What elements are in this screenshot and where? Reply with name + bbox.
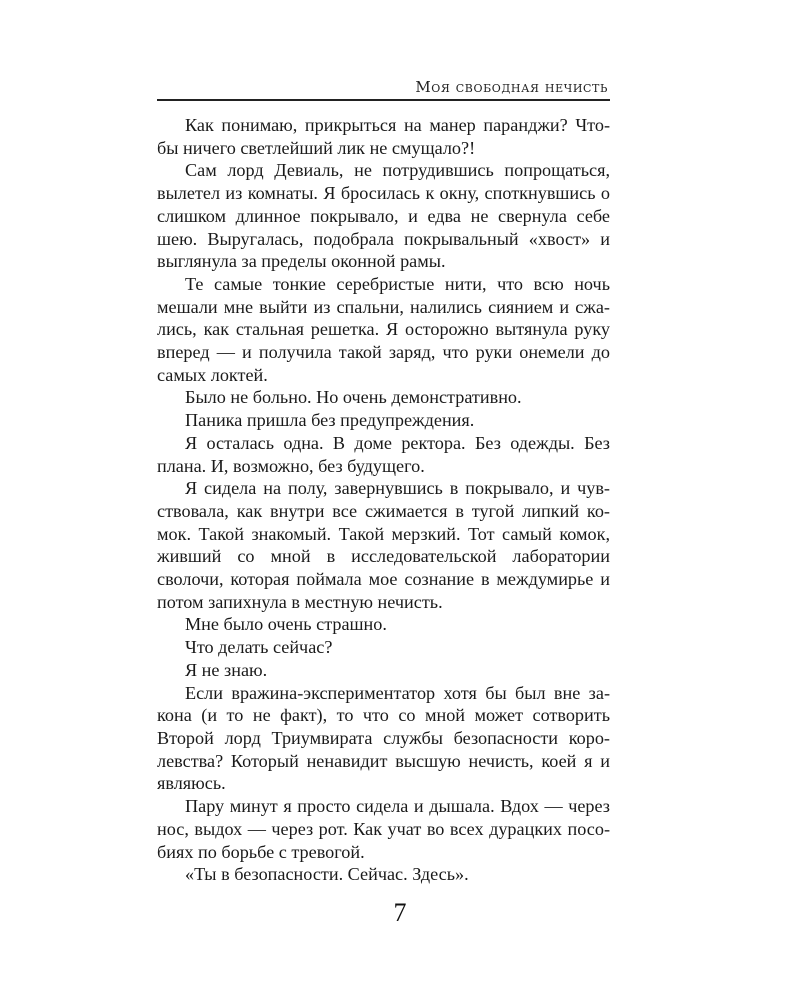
paragraph-5: Паника пришла без предупреждения. bbox=[185, 410, 475, 431]
paragraph-2: Сам лорд Девиаль, не потрудившись попрощаться, вылетел из комнаты. Я бросилась к окну, споткнувшись о слишком длинное покрывало, и едва не свернула себе шею. Выругалась, подобрала покрывальный «хвост» и выглянула за пределы оконной рамы. bbox=[157, 160, 610, 272]
paragraph-1: Как понимаю, прикрыться на манер паранджи? Что-бы ничего светлейший лик не смущало?! bbox=[157, 115, 610, 158]
paragraph-9: Что делать сейчас? bbox=[185, 637, 333, 658]
page-number: 7 bbox=[393, 898, 407, 927]
paragraph-3: Те самые тонкие серебристые нити, что всю ночь мешали мне выйти из спальни, налились сиянием и сжа-лись, как стальная решетка. Я осторожно вытянула руку вперед — и получила такой заряд, что руки онемели до самых локтей. bbox=[157, 273, 610, 385]
paragraph-8: Мне было очень страшно. bbox=[185, 614, 387, 635]
paragraph-11: Если вражина-экспериментатор хотя бы был вне за-кона (и то не факт), то что со мной может сотворить Второй лорд Триумвирата службы безопасности коро-левства? Который ненавидит высшую нечисть, коей я и являюсь. bbox=[157, 682, 610, 794]
body-text bbox=[157, 114, 610, 886]
paragraph-13: «Ты в безопасности. Сейчас. Здесь». bbox=[185, 864, 469, 885]
paragraph-7: Я сидела на полу, завернувшись в покрывало, и чув-ствовала, как внутри все сжимается в тугой липкий ко-мок. Такой знакомый. Такой мерзкий. Тот самый комок, живший со мной в исследовательской лаборатории сволочи, которая поймала мое сознание в междумирье и потом запихнула в местную нечисть. bbox=[157, 478, 610, 612]
paragraph-12: Пару минут я просто сидела и дышала. Вдох — через нос, выдох — через рот. Как учат во всех дурацких посо-биях по борьбе с тревогой. bbox=[157, 796, 610, 862]
header-rule bbox=[157, 99, 610, 101]
running-head: Моя свободная нечисть bbox=[415, 78, 608, 96]
paragraph-4: Было не больно. Но очень демонстративно. bbox=[185, 387, 522, 408]
paragraph-6: Я осталась одна. В доме ректора. Без одежды. Без плана. И, возможно, без будущего. bbox=[157, 432, 610, 476]
paragraph-10: Я не знаю. bbox=[185, 659, 268, 680]
